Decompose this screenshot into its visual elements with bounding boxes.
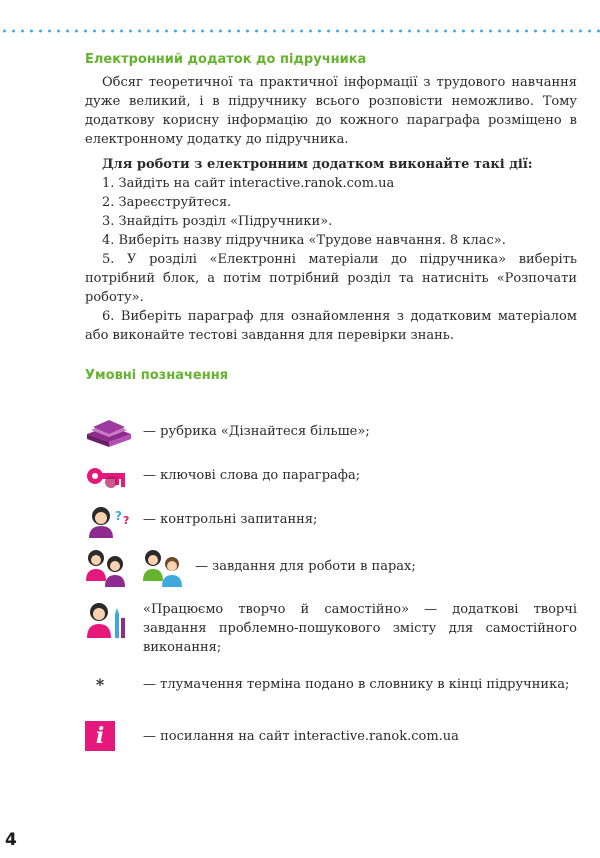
pair-icon — [85, 547, 189, 587]
legend-row-glossary — [85, 675, 577, 694]
legend-row-keywords — [85, 462, 360, 492]
intro-paragraph: Обсяг теоретичної та практичної інформації з трудового навчання дуже великий, і в підручнику всього розповісти неможливо. Тому додаткову корисну інформацію до кожного параграфа розміщено в електронному додатку до підручника. — [85, 75, 577, 147]
legend-row-questions — [85, 506, 317, 538]
legend-text: — контрольні запитання; — [143, 512, 318, 527]
legend-row-creative — [85, 600, 577, 657]
legend-text: «Працюємо творчо й самостійно» — додаткові творчі завдання проблемно-пошукового змісту для самостійного виконання; — [143, 602, 577, 655]
legend-text: — рубрика «Дізнайтеся більше»; — [143, 424, 370, 439]
heading-electronic-addon: Електронний додаток до підручника — [85, 52, 367, 67]
legend-row-learn-more — [85, 418, 370, 448]
asterisk-icon: * — [95, 675, 105, 694]
legend-text: — завдання для роботи в парах; — [195, 559, 416, 574]
question-girl-icon — [85, 506, 133, 538]
svg-text:?: ? — [123, 514, 130, 527]
step-item: 5. У розділі «Електронні матеріали до підручника» виберіть потрібний блок, а потім потрібний розділ та натисніть «Розпочати роботу». — [85, 252, 577, 305]
key-icon — [85, 462, 133, 492]
legend-text: — ключові слова до параграфа; — [143, 468, 361, 483]
page-number: 4 — [5, 830, 17, 850]
legend-text: — посилання на сайт interactive.ranok.com.ua — [143, 729, 459, 744]
creative-girl-icon — [85, 600, 133, 640]
info-icon: i — [85, 721, 115, 751]
legend-row-website — [85, 721, 459, 751]
legend-row-pairs — [85, 547, 416, 587]
top-dotted-rule — [0, 28, 600, 34]
svg-text:?: ? — [115, 509, 122, 523]
step-item: 2. Зареєструйтеся. — [102, 195, 232, 210]
legend-text: — тлумачення терміна подано в словнику в кінці підручника; — [143, 677, 570, 692]
heading-legend: Умовні позначення — [85, 368, 229, 383]
book-icon — [85, 418, 133, 448]
main-content — [85, 51, 577, 403]
step-item: 1. Зайдіть на сайт interactive.ranok.com.ua — [102, 176, 395, 191]
steps-list — [85, 174, 577, 345]
step-item: 3. Знайдіть розділ «Підручники». — [102, 214, 333, 229]
step-item: 6. Виберіть параграф для ознайомлення з додатковим матеріалом або виконайте тестові завдання для перевірки знань. — [85, 309, 577, 343]
step-item: 4. Виберіть назву підручника «Трудове навчання. 8 клас». — [102, 233, 506, 248]
steps-title: Для роботи з електронним додатком виконайте такі дії: — [102, 157, 533, 172]
